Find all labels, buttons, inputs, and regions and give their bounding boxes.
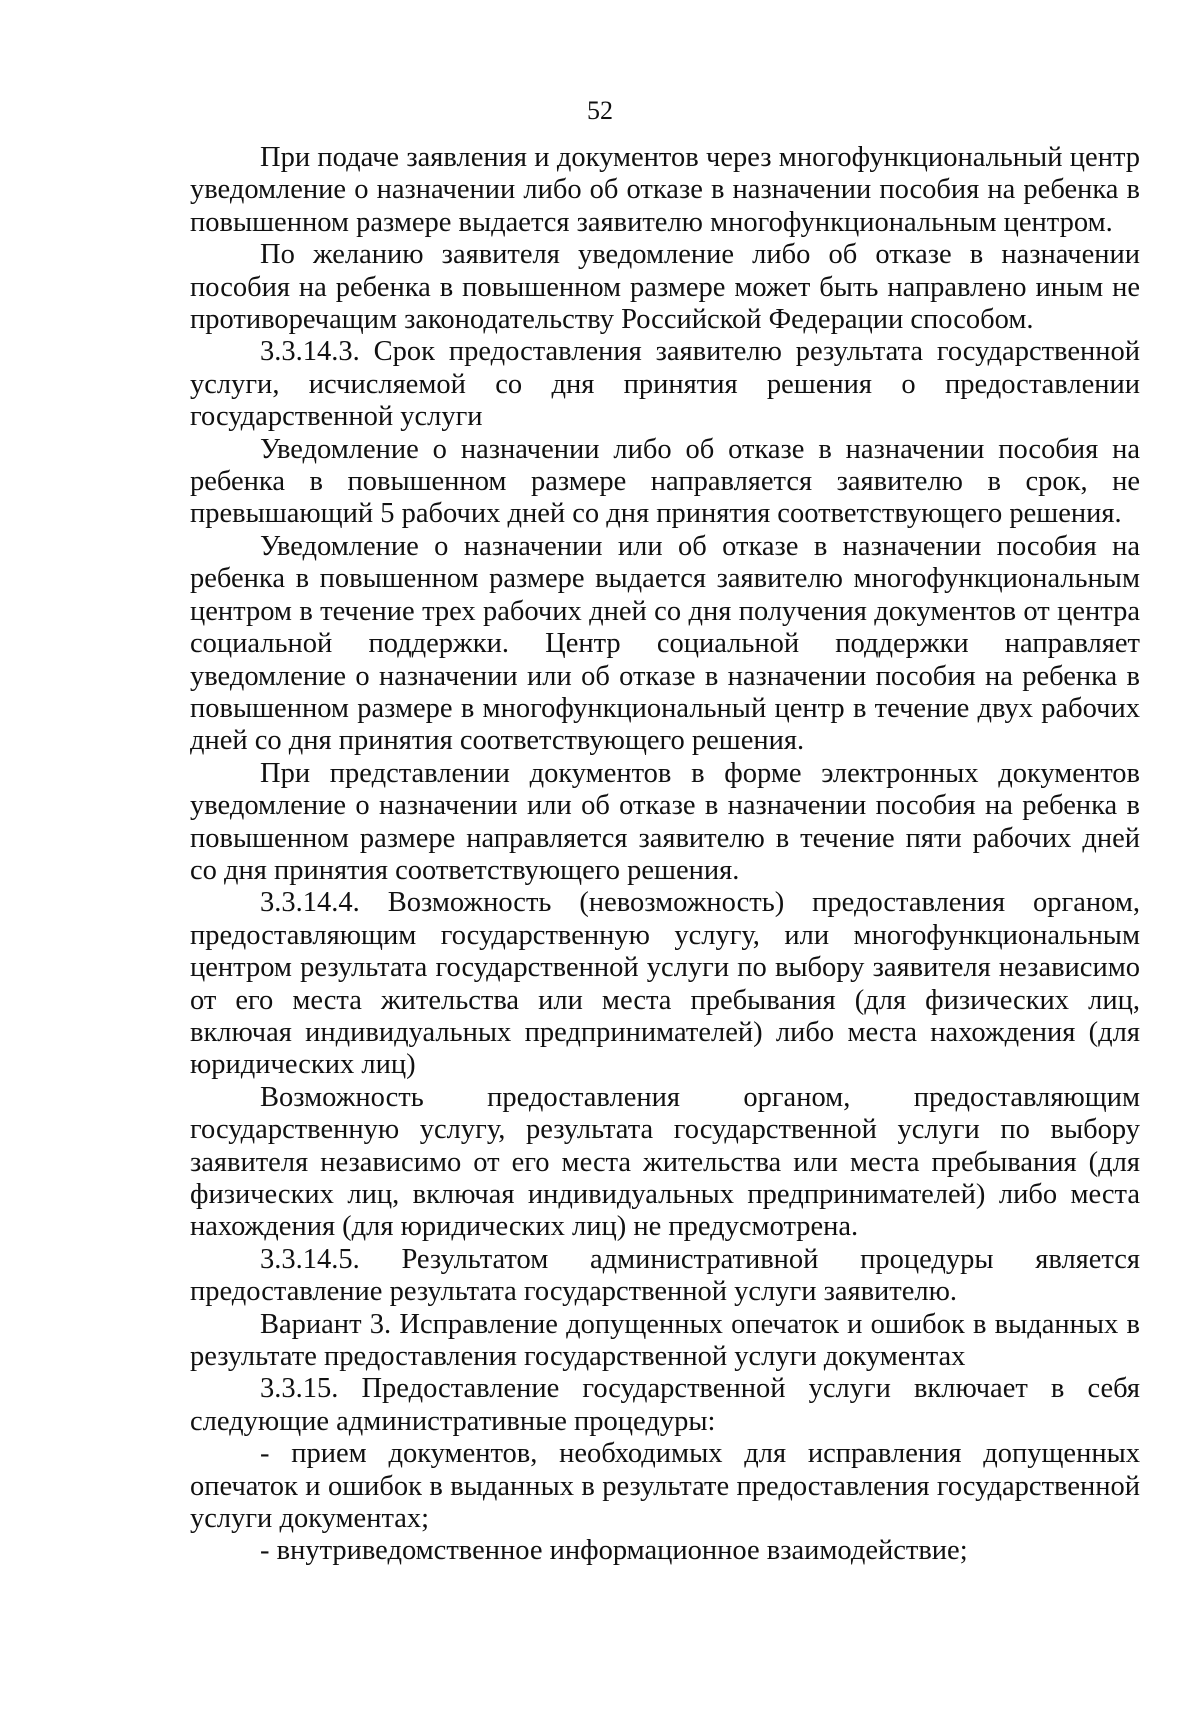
list-item: - внутриведомственное информационное взаимодействие;	[260, 1535, 968, 1567]
paragraph: Уведомление о назначении или об отказе в назначении пособия на ребенка в повышенном размере выдается заявителю многофункциональным центром в течение трех рабочих дней со дня получения документов от центра социальной поддержки. Центр социальной поддержки направляет уведомление о назначении или об отказе в назначении пособия на ребенка в повышенном размере в многофункциональный центр в течение двух рабочих дней со дня принятия соответствующего решения.	[190, 530, 1140, 757]
paragraph: По желанию заявителя уведомление либо об отказе в назначении пособия на ребенка в повышенном размере может быть направлено иным не противоречащим законодательству Российской Федерации способом.	[190, 239, 1140, 336]
paragraph: 3.3.14.4. Возможность (невозможность) предоставления органом, предоставляющим государственную услугу, или многофункциональным центром результата государственной услуги по выбору заявителя независимо от его места жительства или места пребывания (для физических лиц, включая индивидуальных предпринимателей) либо места нахождения (для юридических лиц)	[190, 887, 1140, 1081]
paragraph: Вариант 3. Исправление допущенных опечаток и ошибок в выданных в результате предоставления государственной услуги документах	[190, 1308, 1140, 1373]
paragraph: 3.3.14.5. Результатом административной процедуры является предоставление результата государственной услуги заявителю.	[190, 1243, 1140, 1308]
paragraph: 3.3.14.3. Срок предоставления заявителю результата государственной услуги, исчисляемой со дня принятия решения о предоставлении государственной услуги	[190, 336, 1140, 433]
paragraph: Уведомление о назначении либо об отказе в назначении пособия на ребенка в повышенном размере направляется заявителю в срок, не превышающий 5 рабочих дней со дня принятия соответствующего решения.	[190, 433, 1140, 530]
paragraph: При представлении документов в форме электронных документов уведомление о назначении или об отказе в назначении пособия на ребенка в повышенном размере направляется заявителю в течение пяти рабочих дней со дня принятия соответствующего решения.	[190, 757, 1140, 886]
paragraph: Возможность предоставления органом, предоставляющим государственную услугу, результата государственной услуги по выбору заявителя независимо от его места жительства или места пребывания (для физических лиц, включая индивидуальных предпринимателей) либо места нахождения (для юридических лиц) не предусмотрена.	[190, 1081, 1140, 1243]
list-item: - прием документов, необходимых для исправления допущенных опечаток и ошибок в выданных в результате предоставления государственной услуги документах;	[190, 1438, 1140, 1535]
paragraph: 3.3.15. Предоставление государственной услуги включает в себя следующие административные процедуры:	[190, 1373, 1140, 1437]
page-number: 52	[587, 96, 613, 125]
document-body	[190, 142, 1140, 1568]
paragraph: При подаче заявления и документов через многофункциональный центр уведомление о назначении либо об отказе в назначении пособия на ребенка в повышенном размере выдается заявителю многофункциональным центром.	[190, 142, 1140, 238]
